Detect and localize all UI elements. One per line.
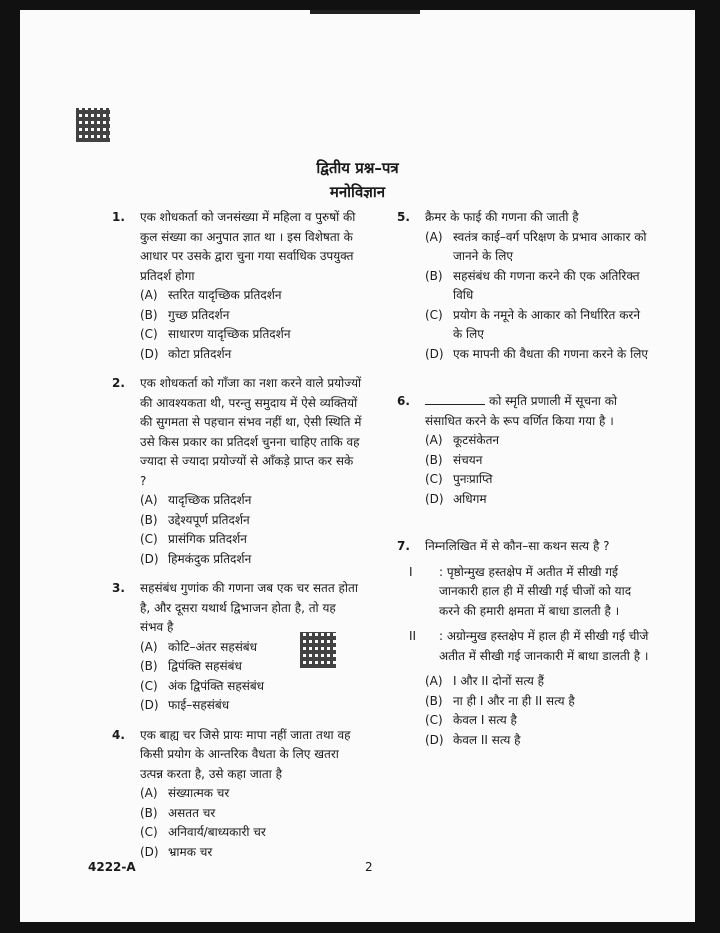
qr-code-icon <box>76 108 110 142</box>
question-6 <box>397 392 652 509</box>
option: (C) अंक द्विपंक्ति सहसंबंध <box>140 678 265 693</box>
statement: II : अग्रोन्मुख हस्तक्षेप में हाल ही में सीखी गई चीजे अतीत में सीखी गई जानकारी में बाधा डालती है । <box>409 629 649 663</box>
option: (D) अधिगम <box>425 491 487 506</box>
booklet-code: 4222-A <box>88 860 136 874</box>
option: (B) सहसंबंध की गणना करने की एक अतिरिक्त विधि <box>425 268 640 302</box>
question-number: 2. <box>112 376 125 390</box>
option: (A) यादृच्छिक प्रतिदर्शन <box>140 493 252 507</box>
question-number: 6. <box>397 394 410 408</box>
left-column <box>112 208 362 872</box>
question-text: निम्नलिखित में से कौन–सा कथन सत्य है ? <box>425 539 610 553</box>
page-number: 2 <box>365 860 373 874</box>
option: (A) स्वतंत्र काई–वर्ग परिक्षण के प्रभाव आकार को जानने के लिए <box>425 229 647 263</box>
option: (D) एक मापनी की वैधता की गणना करने के लिए <box>425 346 648 361</box>
question-number: 4. <box>112 727 125 742</box>
question-text: एक शोधकर्ता को जनसंख्या में महिला व पुरुषों की कुल संख्या का अनुपात ज्ञात था । इस विशेषता के आधार पर उसके द्वारा चुना गया सर्वाधिक उपयुक्त प्रतिदर्श होगा <box>140 210 356 283</box>
question-3 <box>112 579 362 716</box>
question-4 <box>112 726 362 863</box>
option: (C) केवल I सत्य है <box>425 713 517 727</box>
option: (A) कूटसंकेतन <box>425 433 500 447</box>
scan-mark <box>310 10 420 14</box>
paper-title: द्वितीय प्रश्न–पत्र <box>316 159 399 177</box>
exam-page <box>20 10 695 922</box>
option: (B) उद्देश्यपूर्ण प्रतिदर्शन <box>140 512 250 527</box>
question-text: को स्मृति प्रणाली में सूचना को संसाधित करने के रूप वर्णित किया गया है । <box>425 394 618 428</box>
question-number: 5. <box>397 210 410 224</box>
question-2 <box>112 374 362 569</box>
subject-title: मनोविज्ञान <box>329 183 386 201</box>
statement: I : पृष्ठोन्मुख हस्तक्षेप में अतीत में सीखी गई जानकारी हाल ही में सीखी गई चीजों को याद करने की हमारी क्षमता में बाधा डालती है । <box>409 564 632 618</box>
question-number: 3. <box>112 581 125 595</box>
option: (C) अनिवार्य/बाध्यकारी चर <box>140 825 266 839</box>
option: (C) प्रयोग के नमूने के आकार को निर्धारित करने के लिए <box>425 307 640 341</box>
option: (B) ना ही I और ना ही II सत्य है <box>425 693 575 708</box>
option: (C) साधारण यादृच्छिक प्रतिदर्शन <box>140 327 291 341</box>
option: (D) फाई–सहसंबंध <box>140 698 230 712</box>
option: (B) संचयन <box>425 452 483 467</box>
question-text: एक शोधकर्ता को गाँजा का नशा करने वाले प्रयोज्यों की आवश्यकता थी, परन्तु समुदाय में ऐसे व्यक्तियों की सुगमता से पहचान संभव नहीं था, ऐसी स्थिति में उसे किस प्रकार का प्रतिदर्श चुनना चाहिए ताकि वह ज्यादा से ज्यादा प्रयोज्यों से आँकड़े प्राप्त कर सके ? <box>140 376 362 488</box>
option: (D) केवल II सत्य है <box>425 732 521 747</box>
right-column <box>397 208 652 760</box>
option: (A) स्तरित यादृच्छिक प्रतिदर्शन <box>140 288 282 302</box>
option: (D) कोटा प्रतिदर्शन <box>140 346 232 361</box>
option: (B) द्विपंक्ति सहसंबंध <box>140 659 242 673</box>
option: (C) पुनःप्राप्ति <box>425 472 493 486</box>
question-5 <box>397 208 652 364</box>
question-number: 7. <box>397 539 410 553</box>
option: (A) कोटि–अंतर सहसंबंध <box>140 639 258 654</box>
option: (C) प्रासंगिक प्रतिदर्शन <box>140 532 247 546</box>
question-text: क्रैमर के फाई की गणना की जाती है <box>425 210 579 224</box>
option: (B) गुच्छ प्रतिदर्शन <box>140 307 230 322</box>
question-7 <box>397 537 652 750</box>
question-number: 1. <box>112 210 125 224</box>
option: (B) असतत चर <box>140 805 216 820</box>
option: (D) हिमकंदुक प्रतिदर्शन <box>140 551 252 566</box>
option: (D) भ्रामक चर <box>140 844 213 859</box>
option: (A) I और II दोनों सत्य हैं <box>425 674 545 688</box>
question-1 <box>112 208 362 364</box>
question-text: एक बाह्य चर जिसे प्रायः मापा नहीं जाता तथा वह किसी प्रयोग के आन्तरिक वैधता के लिए खतरा उत्पन्न करता है, उसे कहा जाता है <box>140 727 351 781</box>
question-text: सहसंबंध गुणांक की गणना जब एक चर सतत होता है, और दूसरा यथार्थ द्विभाजन होता है, तो यह संभव है <box>140 581 358 634</box>
option: (A) संख्यात्मक चर <box>140 786 230 800</box>
fill-blank <box>425 404 485 405</box>
